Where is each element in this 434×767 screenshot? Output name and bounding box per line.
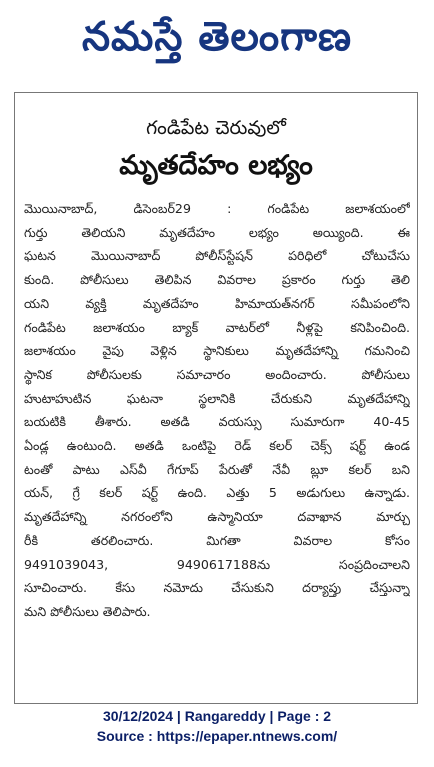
article-line: ఘటన మొయినాబాద్ పోలీస్‌స్టేషన్ పరిధిలో చోటుచేసు [24, 248, 410, 264]
source-link[interactable]: Source : https://epaper.ntnews.com/ [96, 728, 338, 744]
article-line: యన్, గ్రే కలర్ షర్ట్ ఉంది. ఎత్తు 5 అడుగులు ఉన్నాడు. [24, 485, 410, 501]
article-line: హుటాహుటిన ఘటనా స్థలానికి చేరుకుని మృతదేహాన్ని [24, 390, 410, 406]
article-line: సూచించారు. కేసు నమోదు చేసుకుని దర్యాప్తు చేస్తున్నా [24, 580, 410, 596]
article-line: ఏండ్ల ఉంటుంది. అతడి ఒంటిపై రెడ్ కలర్ చెక్స్ షర్ట్ ఉండ [24, 438, 410, 454]
article-line: జలాశయం వైపు వెళ్లిన స్థానికులు మృతదేహాన్ని గమనించి [24, 343, 410, 359]
article-line: మృతదేహాన్ని నగరంలోని ఉస్మానియా దవాఖాన మార్చు [24, 509, 410, 525]
article-line: గుర్తు తెలియని మృతదేహం లభ్యం అయ్యింది. ఈ [24, 224, 410, 240]
publication-info: 30/12/2024 | Rangareddy | Page : 2 [102, 708, 332, 724]
article-line: స్థానిక పోలీసులకు సమాచారం అందించారు. పోలీసులు [24, 366, 410, 382]
article-line: రీకి తరలించారు. మిగతా వివరాల కోసం [24, 532, 410, 548]
masthead-title: నమస్తే తెలంగాణ [81, 14, 353, 60]
article-line: మొయినాబాద్, డిసెంబర్29 : గండిపేట జలాశయంలో [24, 201, 410, 216]
article-headline: మృతదేహం లభ్యం [119, 150, 313, 181]
article-line: బయటికి తీశారు. అతడి వయస్సు సుమారుగా 40-45 [24, 414, 410, 430]
article-line: మని పోలీసులు తెలిపారు. [24, 603, 151, 619]
article-kicker: గండిపేట చెరువులో [146, 117, 286, 139]
article-line: టంతో పాటు ఎస్‌వీ గేగూప్ పేరుతో నేవీ బ్లూ కలర్ బని [24, 461, 410, 477]
newspaper-masthead [14, 6, 420, 78]
article-line: యని వ్యక్తి మృతదేహం హిమాయత్‌నగర్ సమీపంలోని [24, 295, 410, 311]
article-line: కుంది. పోలీసులు తెలిపిన వివరాల ప్రకారం గుర్తు తెలి [24, 272, 410, 288]
article-line: 9491039043, 9490617188ను సంప్రదించాలని [24, 556, 410, 572]
article-line: గండిపేట జలాశయం బ్యాక్ వాటర్‌లో నీళ్లపై కనిపించింది. [24, 319, 410, 335]
article-body [24, 197, 410, 624]
